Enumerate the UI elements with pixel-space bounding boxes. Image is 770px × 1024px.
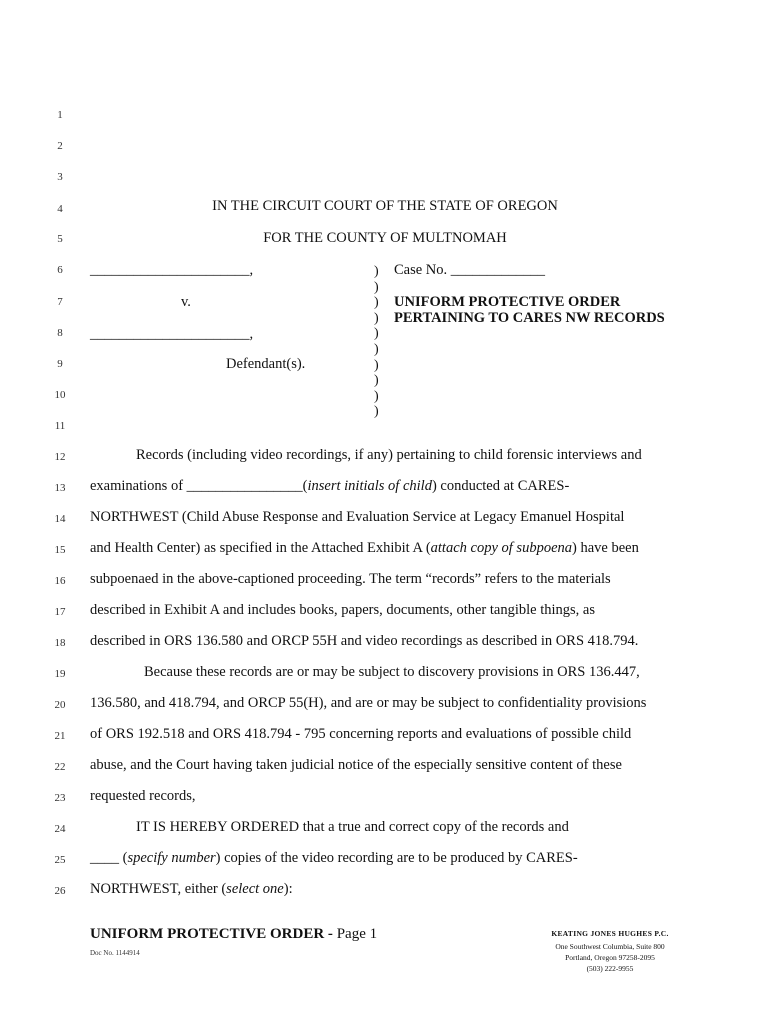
caption-paren: ) [374,279,379,295]
line-number: 22 [54,761,66,773]
line-number: 2 [57,140,63,152]
body-line-21: of ORS 192.518 and ORS 418.794 - 795 concerning reports and evaluations of possible child [90,726,632,742]
line-number: 17 [54,606,66,618]
line-number: 25 [54,854,66,866]
body-line-12: Records (including video recordings, if any) pertaining to child forensic interviews and [136,447,642,463]
line-number: 24 [54,823,66,835]
line-number: 23 [54,792,66,804]
plaintiff-blank: ______________________, [90,262,254,278]
line-number: 1 [57,109,63,121]
firm-address-line1: One Southwest Columbia, Suite 800 [555,942,665,951]
body-line-22: abuse, and the Court having taken judicial notice of the especially sensitive content of these [90,757,622,773]
line-number: 21 [54,730,66,742]
body-line-17: described in Exhibit A and includes books, papers, documents, other tangible things, as [90,602,595,618]
body-line-24: IT IS HEREBY ORDERED that a true and correct copy of the records and [136,819,569,835]
caption-paren: ) [374,310,379,326]
order-title-line2: PERTAINING TO CARES NW RECORDS [394,310,665,326]
line-number: 19 [54,668,66,680]
firm-name: KEATING JONES HUGHES P.C. [551,929,669,938]
line-number: 7 [57,296,63,308]
versus-label: v. [181,294,191,310]
line-number: 20 [54,699,66,711]
line-number: 12 [54,451,66,463]
footer-title: UNIFORM PROTECTIVE ORDER - Page 1 [90,926,378,942]
caption-paren: ) [374,342,379,357]
court-title: IN THE CIRCUIT COURT OF THE STATE OF OREGON [212,198,558,214]
page-number: Page 1 [336,926,378,942]
county-title: FOR THE COUNTY OF MULTNOMAH [263,230,507,246]
case-number: Case No. _____________ [394,262,546,278]
body-line-18: described in ORS 136.580 and ORCP 55H and video recordings as described in ORS 418.794. [90,633,639,649]
line-number: 10 [54,389,66,401]
order-title-line1: UNIFORM PROTECTIVE ORDER [394,294,621,310]
body-line-13: examinations of ________________(insert initials of child) conducted at CARES- [90,478,570,494]
line-number: 8 [57,327,63,339]
line-number: 18 [54,637,66,649]
caption-paren: ) [374,373,379,389]
line-number: 9 [57,358,63,370]
line-number: 14 [54,513,66,525]
line-number: 5 [57,233,63,245]
body-line-15: and Health Center) as specified in the Attached Exhibit A (attach copy of subpoena) have been [90,540,639,556]
line-number: 26 [54,885,66,897]
body-line-23: requested records, [90,788,196,804]
line-number: 6 [57,264,63,276]
firm-address-line2: Portland, Oregon 97258-2095 [565,953,655,962]
line-number: 3 [57,171,63,183]
body-line-19: Because these records are or may be subject to discovery provisions in ORS 136.447, [144,664,640,680]
caption-paren: ) [374,326,379,342]
body-line-25: ____ (specify number) copies of the video recording are to be produced by CARES- [90,850,578,866]
caption-paren: ) [374,388,379,404]
caption-paren: ) [374,357,379,373]
line-number: 15 [54,544,66,556]
firm-phone: (503) 222-9955 [586,964,634,973]
body-line-16: subpoenaed in the above-captioned proceeding. The term “records” refers to the materials [90,571,611,587]
caption-paren: ) [374,264,379,279]
line-number: 16 [54,575,66,587]
defendant-blank: ______________________, [90,326,254,342]
caption-paren: ) [374,295,379,311]
body-line-14: NORTHWEST (Child Abuse Response and Evaluation Service at Legacy Emanuel Hospital [90,509,625,525]
line-number: 4 [57,203,63,215]
body-line-26: NORTHWEST, either (select one): [90,881,293,897]
defendant-label: Defendant(s). [226,356,306,372]
caption-paren: ) [374,404,379,420]
line-number: 13 [54,482,66,494]
doc-number: Doc No. 1144914 [90,949,140,957]
body-line-20: 136.580, and 418.794, and ORCP 55(H), and are or may be subject to confidentiality provisions [90,695,647,711]
line-number: 11 [54,420,66,432]
